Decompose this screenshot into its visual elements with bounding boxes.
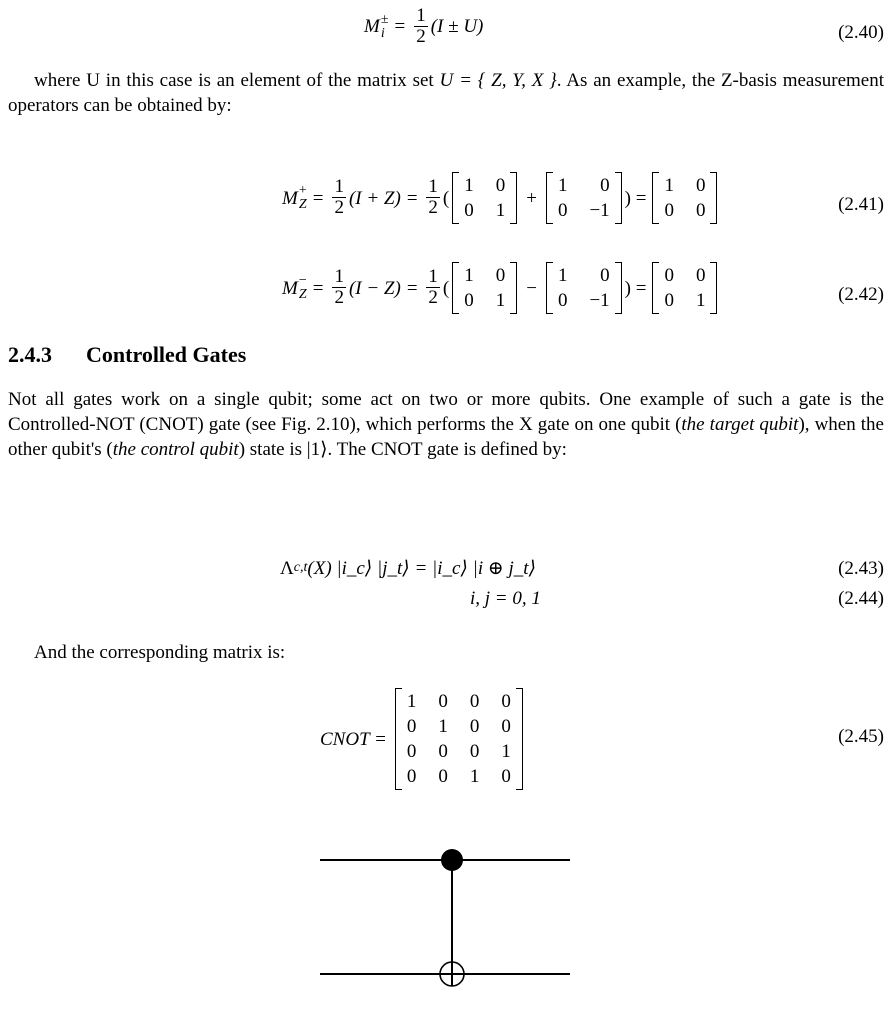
frac-numerator: 1	[416, 5, 426, 26]
paragraph-matrix-intro: And the corresponding matrix is:	[34, 642, 286, 663]
equation-2-43	[8, 556, 884, 586]
frac-denominator: 2	[334, 287, 344, 309]
target-qubit-term: the target qubit	[681, 414, 799, 436]
eq-sub: Z	[298, 287, 307, 303]
para-text: . The CNOT gate is defined by:	[327, 439, 567, 461]
frac-denominator: 2	[428, 197, 438, 219]
eq-expr: (I + Z) =	[348, 187, 419, 209]
frac-denominator: 2	[428, 287, 438, 309]
paren-close: ) =	[624, 277, 647, 299]
cnot-matrix: 1 0 0 0 0 1 0 0 0 0 0 1 0 0 1 0	[395, 688, 523, 790]
eq-sub: i	[380, 25, 385, 41]
operator: −	[526, 277, 537, 299]
eq-lhs: M	[282, 277, 298, 299]
eq-expr: (I − Z) =	[348, 277, 419, 299]
section-number: 2.4.3	[8, 342, 52, 367]
matrix-identity: 1 0 0 1	[452, 172, 517, 224]
frac-denominator: 2	[416, 25, 426, 47]
frac-numerator: 1	[334, 266, 344, 288]
frac-numerator: 1	[428, 266, 438, 288]
operator: +	[526, 187, 537, 209]
eq-sup: +	[298, 183, 307, 199]
eq-sup: ±	[380, 11, 389, 27]
eq-expr: i, j = 0, 1	[470, 588, 541, 609]
eq-expr: (X) |i_c⟩ |j_t⟩ = |i_c⟩ |i ⊕ j_t⟩	[307, 558, 537, 579]
paren-open: (	[442, 187, 450, 209]
equation-2-41: M + Z = $\frac{1}{2}$ (I + Z) = $\frac{1}{2}$ ( 1 0 0 1 + 1 0 0 −1 ) = 1 0 0 0 (2.41)	[8, 172, 884, 232]
equation-number: (2.44)	[838, 588, 884, 609]
cnot-circuit-diagram	[320, 838, 582, 988]
matrix-identity: 1 0 0 1	[452, 262, 517, 314]
eq-sub: Z	[298, 197, 307, 213]
eq-lhs: M	[364, 16, 380, 38]
equation-2-40: M ± i = $\frac{1}{2}$ (I ± U) (2.40)	[364, 5, 884, 47]
paper-page	[8, 0, 884, 1012]
paragraph-measurement	[8, 68, 884, 118]
paren-open: (	[442, 277, 450, 299]
eq-rhs: (I ± U)	[430, 16, 484, 38]
equation-number: (2.41)	[838, 194, 884, 215]
eq-sup: −	[298, 273, 307, 289]
frac-denominator: 2	[334, 197, 344, 219]
equation-2-44	[8, 586, 884, 616]
lambda-symbol: Λ	[280, 558, 294, 579]
paragraph-cnot	[8, 387, 884, 462]
eq-lhs: M	[282, 187, 298, 209]
matrix-result: 0 0 0 1	[652, 262, 717, 314]
frac-numerator: 1	[334, 176, 344, 198]
equation-2-45	[8, 688, 884, 788]
paren-close: ) =	[624, 187, 647, 209]
para-text: ) state is	[238, 439, 307, 461]
control-qubit-term: the control qubit	[112, 439, 239, 461]
equation-number: (2.42)	[838, 284, 884, 305]
para-text: . As an example, the Z-basis measurement operators can be obtained by:	[8, 70, 885, 117]
eq-lhs: CNOT =	[320, 728, 387, 750]
section-heading	[8, 340, 246, 369]
matrix-set: U = { Z, Y, X }	[439, 70, 557, 91]
control-dot-icon	[441, 849, 463, 871]
section-title: Controlled Gates	[86, 342, 247, 367]
matrix-z: 1 0 0 −1	[546, 172, 622, 224]
matrix-result: 1 0 0 0	[652, 172, 717, 224]
eq-sub: c,t	[293, 560, 308, 576]
equation-number: (2.43)	[838, 558, 884, 579]
equation-2-42: M − Z = $\frac{1}{2}$ (I − Z) = $\frac{1}{2}$ ( 1 0 0 1 − 1 0 0 −1 ) = 0 0 0 1 (2.42)	[8, 262, 884, 322]
para-text: where U in this case is an element of the matrix set	[34, 70, 440, 91]
para-text: ), when the other qubit's (	[8, 414, 884, 461]
frac-numerator: 1	[428, 176, 438, 198]
equation-number: (2.45)	[838, 726, 884, 747]
para-text: Not all gates work on a single qubit; some act on two or more qubits. One example of such a gate is the Controlled-NOT (CNOT) gate (see Fig. 2.10), which performs the X gate on one qubit (	[8, 389, 884, 436]
matrix-z: 1 0 0 −1	[546, 262, 622, 314]
equation-number: (2.40)	[838, 22, 884, 43]
ket-one: |1⟩	[306, 439, 328, 461]
